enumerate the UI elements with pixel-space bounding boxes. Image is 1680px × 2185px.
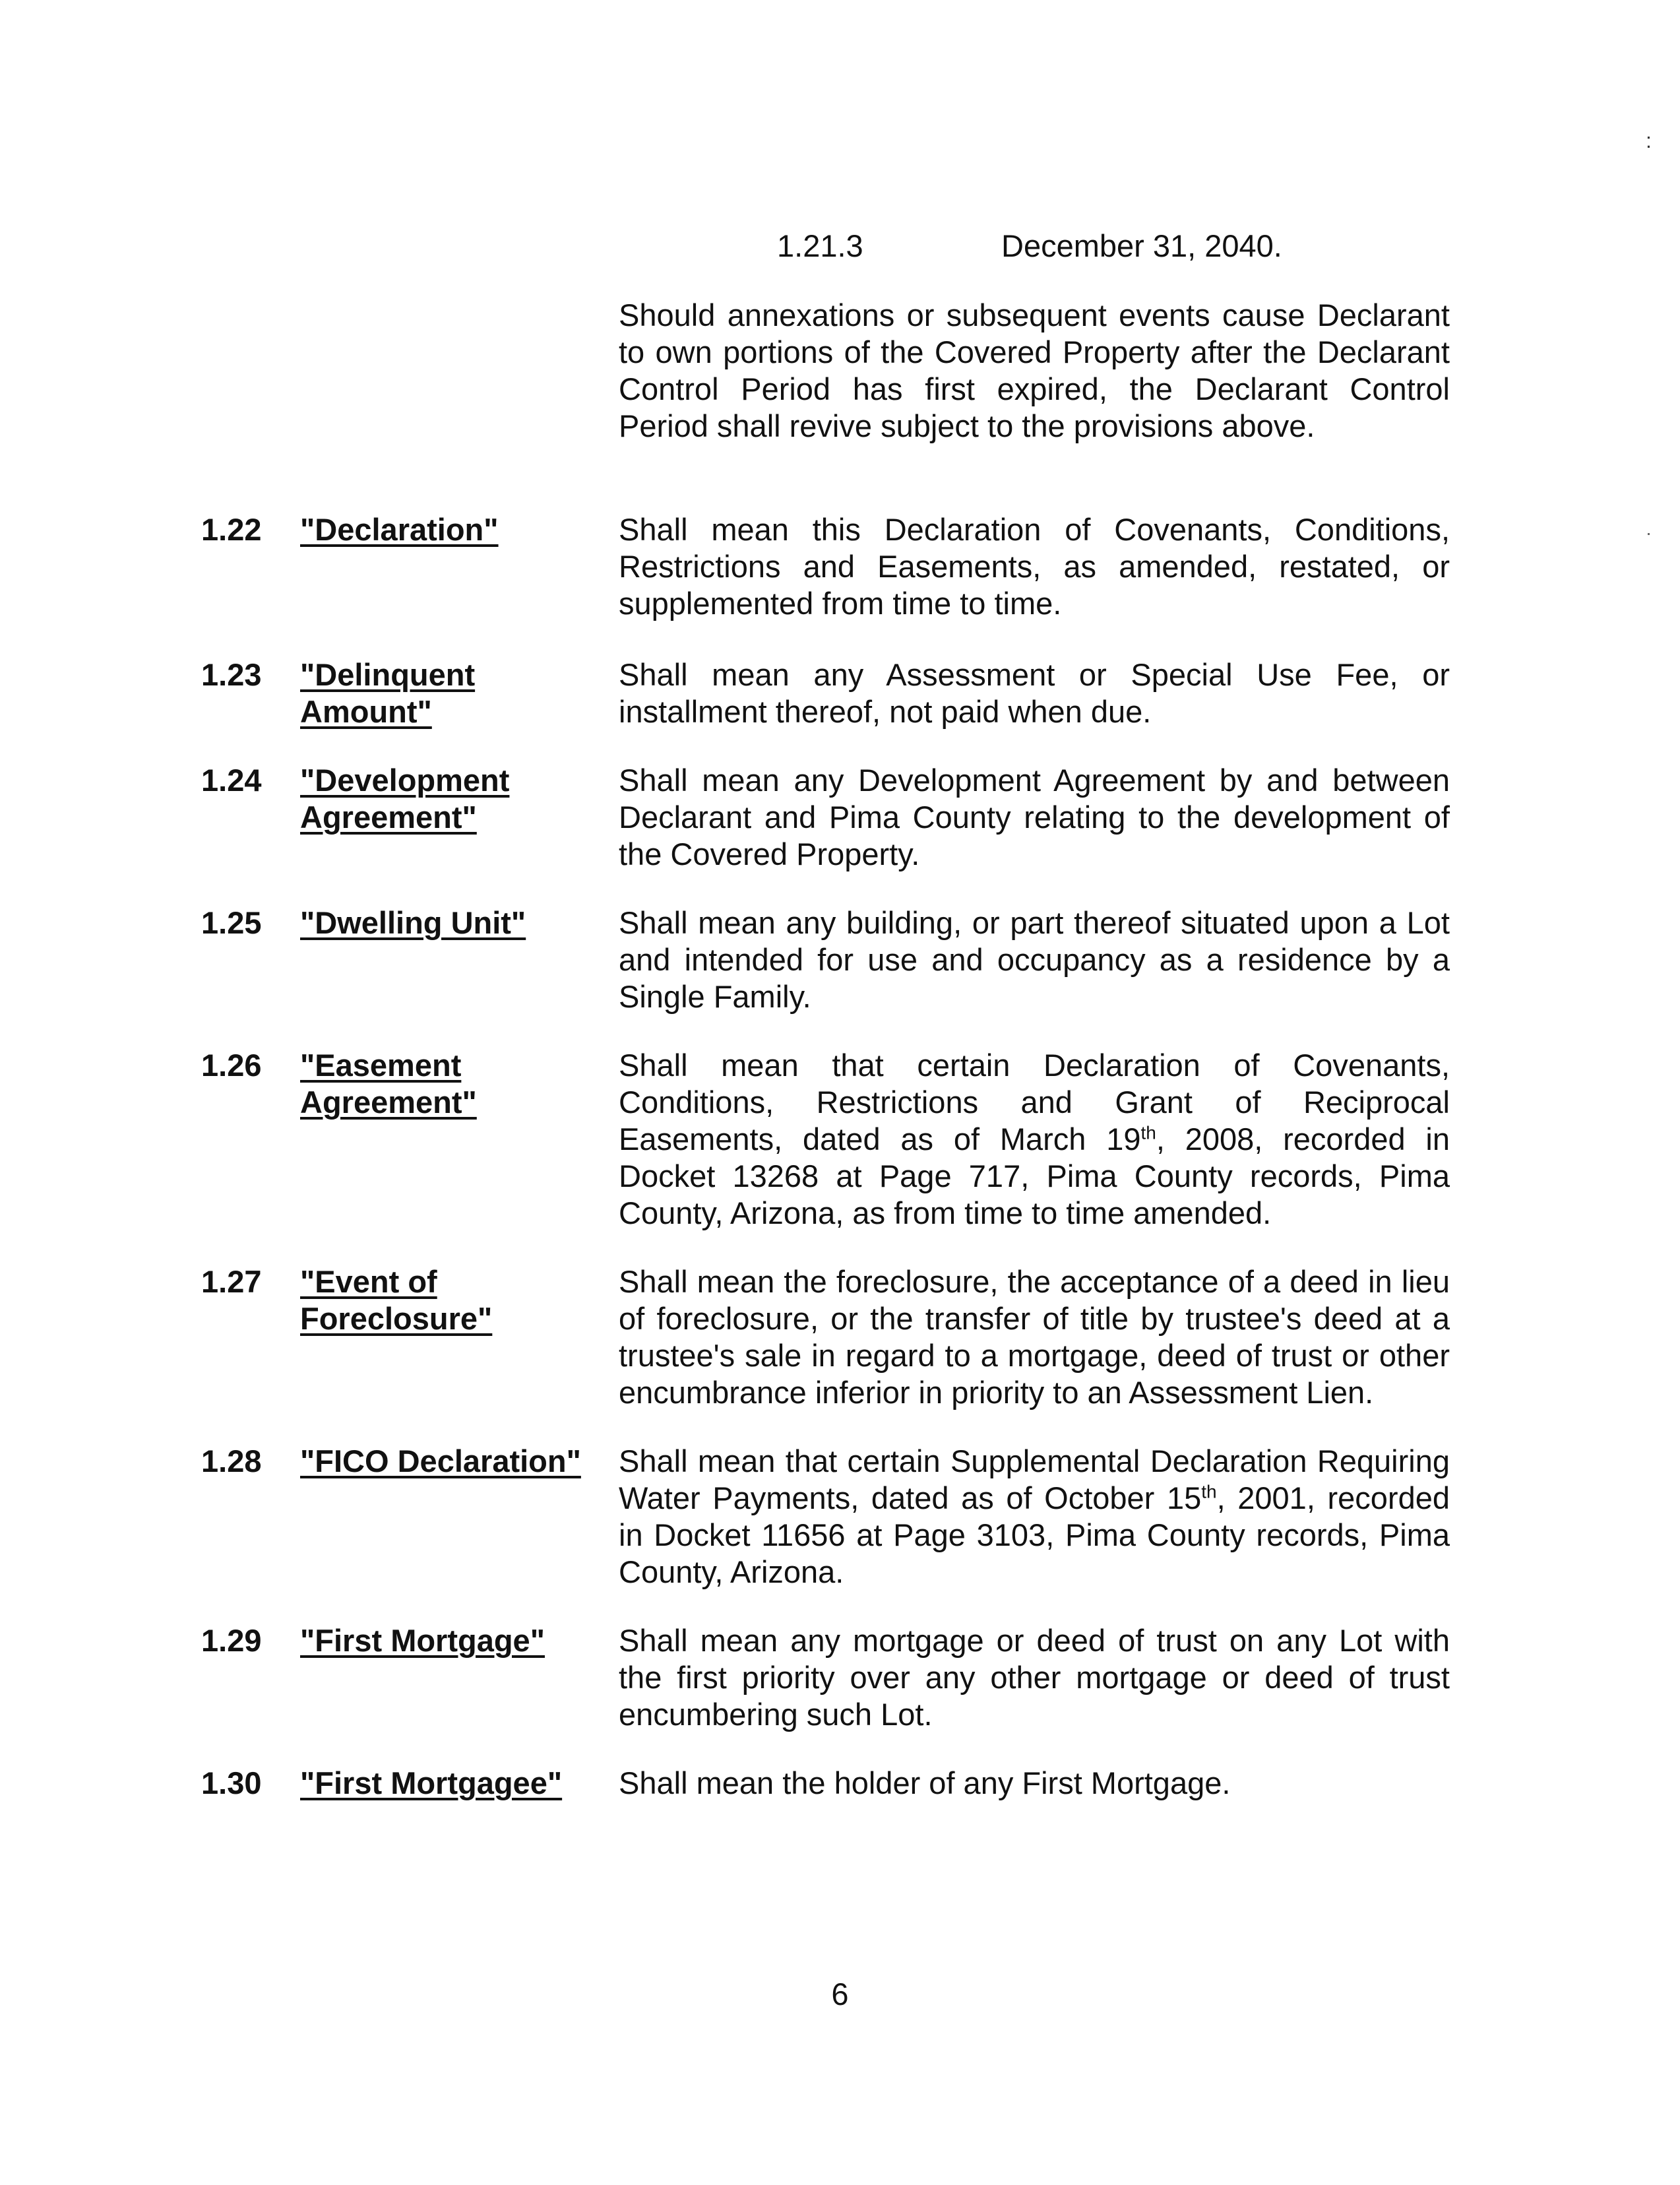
definition-text: Shall mean the foreclosure, the acceptance of a deed in lieu of foreclosure, or the transfer of title by trustee's deed at a trustee's sale in regard to a mortgage, deed of trust or other encumbrance inferior in priority to an Assessment Lien. (619, 1264, 1450, 1410)
definition-1-29 (0, 1622, 1680, 1733)
definition-text: Shall mean any building, or part thereof situated upon a Lot and intended for use and occupancy as a residence by a Single Family. (619, 905, 1450, 1014)
definition-1-27 (0, 1263, 1680, 1411)
ordinal-suffix: th (1201, 1481, 1217, 1502)
definition-1-26 (0, 1047, 1680, 1232)
scan-mark: : (1646, 129, 1652, 152)
definition-1-24 (0, 762, 1680, 873)
ordinal-suffix: th (1140, 1122, 1156, 1143)
definition-number: 1.30 (201, 1765, 262, 1800)
definition-text: Shall mean any mortgage or deed of trust on any Lot with the first priority over any other mortgage or deed of trust encumbering such Lot. (619, 1623, 1450, 1732)
definition-1-28 (0, 1443, 1680, 1591)
sub-item-text: December 31, 2040. (1001, 228, 1282, 263)
definition-number: 1.24 (201, 763, 262, 798)
definitions-list (0, 511, 1680, 1802)
definition-term: "Event of Foreclosure" (300, 1264, 493, 1336)
definition-text-part: , 2008, recorded in Docket 13268 at Page 717, Pima County records, Pima County, Arizona, as from time to time amended. (619, 1122, 1450, 1230)
definition-text (619, 1443, 1450, 1591)
definition-term: "Delinquent Amount" (300, 657, 476, 729)
definition-1-23 (0, 656, 1680, 730)
definition-term: "First Mortgagee" (300, 1765, 563, 1800)
definition-term: "Development Agreement" (300, 763, 510, 835)
definition-term: "FICO Declaration" (300, 1443, 581, 1478)
definition-term: "First Mortgage" (300, 1623, 545, 1658)
definition-number: 1.26 (201, 1048, 262, 1083)
definition-1-30 (0, 1765, 1680, 1802)
definition-number: 1.29 (201, 1623, 262, 1658)
definition-1-22 (0, 511, 1680, 622)
page-number: 6 (831, 1977, 849, 2011)
definition-number: 1.25 (201, 905, 262, 940)
definition-term: "Declaration" (300, 512, 499, 547)
definition-text: Shall mean this Declaration of Covenants, Conditions, Restrictions and Easements, as amended, restated, or supplemented from time to time. (619, 512, 1450, 621)
definition-text: Shall mean any Development Agreement by and between Declarant and Pima County relating to the development of the Covered Property. (619, 763, 1450, 871)
definition-term: "Easement Agreement" (300, 1048, 477, 1120)
definition-text-part: , 2001, recorded in Docket 11656 at Page 3103, Pima County records, Pima County, Arizona. (619, 1480, 1450, 1589)
definition-text-part: Shall mean that certain Supplemental Declaration Requiring Water Payments, dated as of October 15 (619, 1443, 1450, 1515)
definition-number: 1.22 (201, 512, 262, 547)
definition-number: 1.28 (201, 1443, 262, 1478)
definition-text (619, 1047, 1450, 1232)
definition-term: "Dwelling Unit" (300, 905, 526, 940)
intro-paragraph: Should annexations or subsequent events cause Declarant to own portions of the Covered Property after the Declarant Control Period has first expired, the Declarant Control Period shall revive subject to the provisions above. (619, 298, 1450, 443)
definition-1-25 (0, 904, 1680, 1015)
definition-number: 1.23 (201, 657, 262, 692)
sub-item-1-21-3 (777, 228, 1282, 264)
definition-text: Shall mean any Assessment or Special Use Fee, or installment thereof, not paid when due. (619, 657, 1450, 729)
definition-text: Shall mean the holder of any First Mortgage. (619, 1765, 1231, 1800)
definition-number: 1.27 (201, 1264, 262, 1299)
definition-text-part: Shall mean that certain Declaration of Covenants, Conditions, Restrictions and Grant of Reciprocal Easements, dated as of March 19 (619, 1048, 1450, 1156)
sub-item-number: 1.21.3 (777, 228, 863, 263)
